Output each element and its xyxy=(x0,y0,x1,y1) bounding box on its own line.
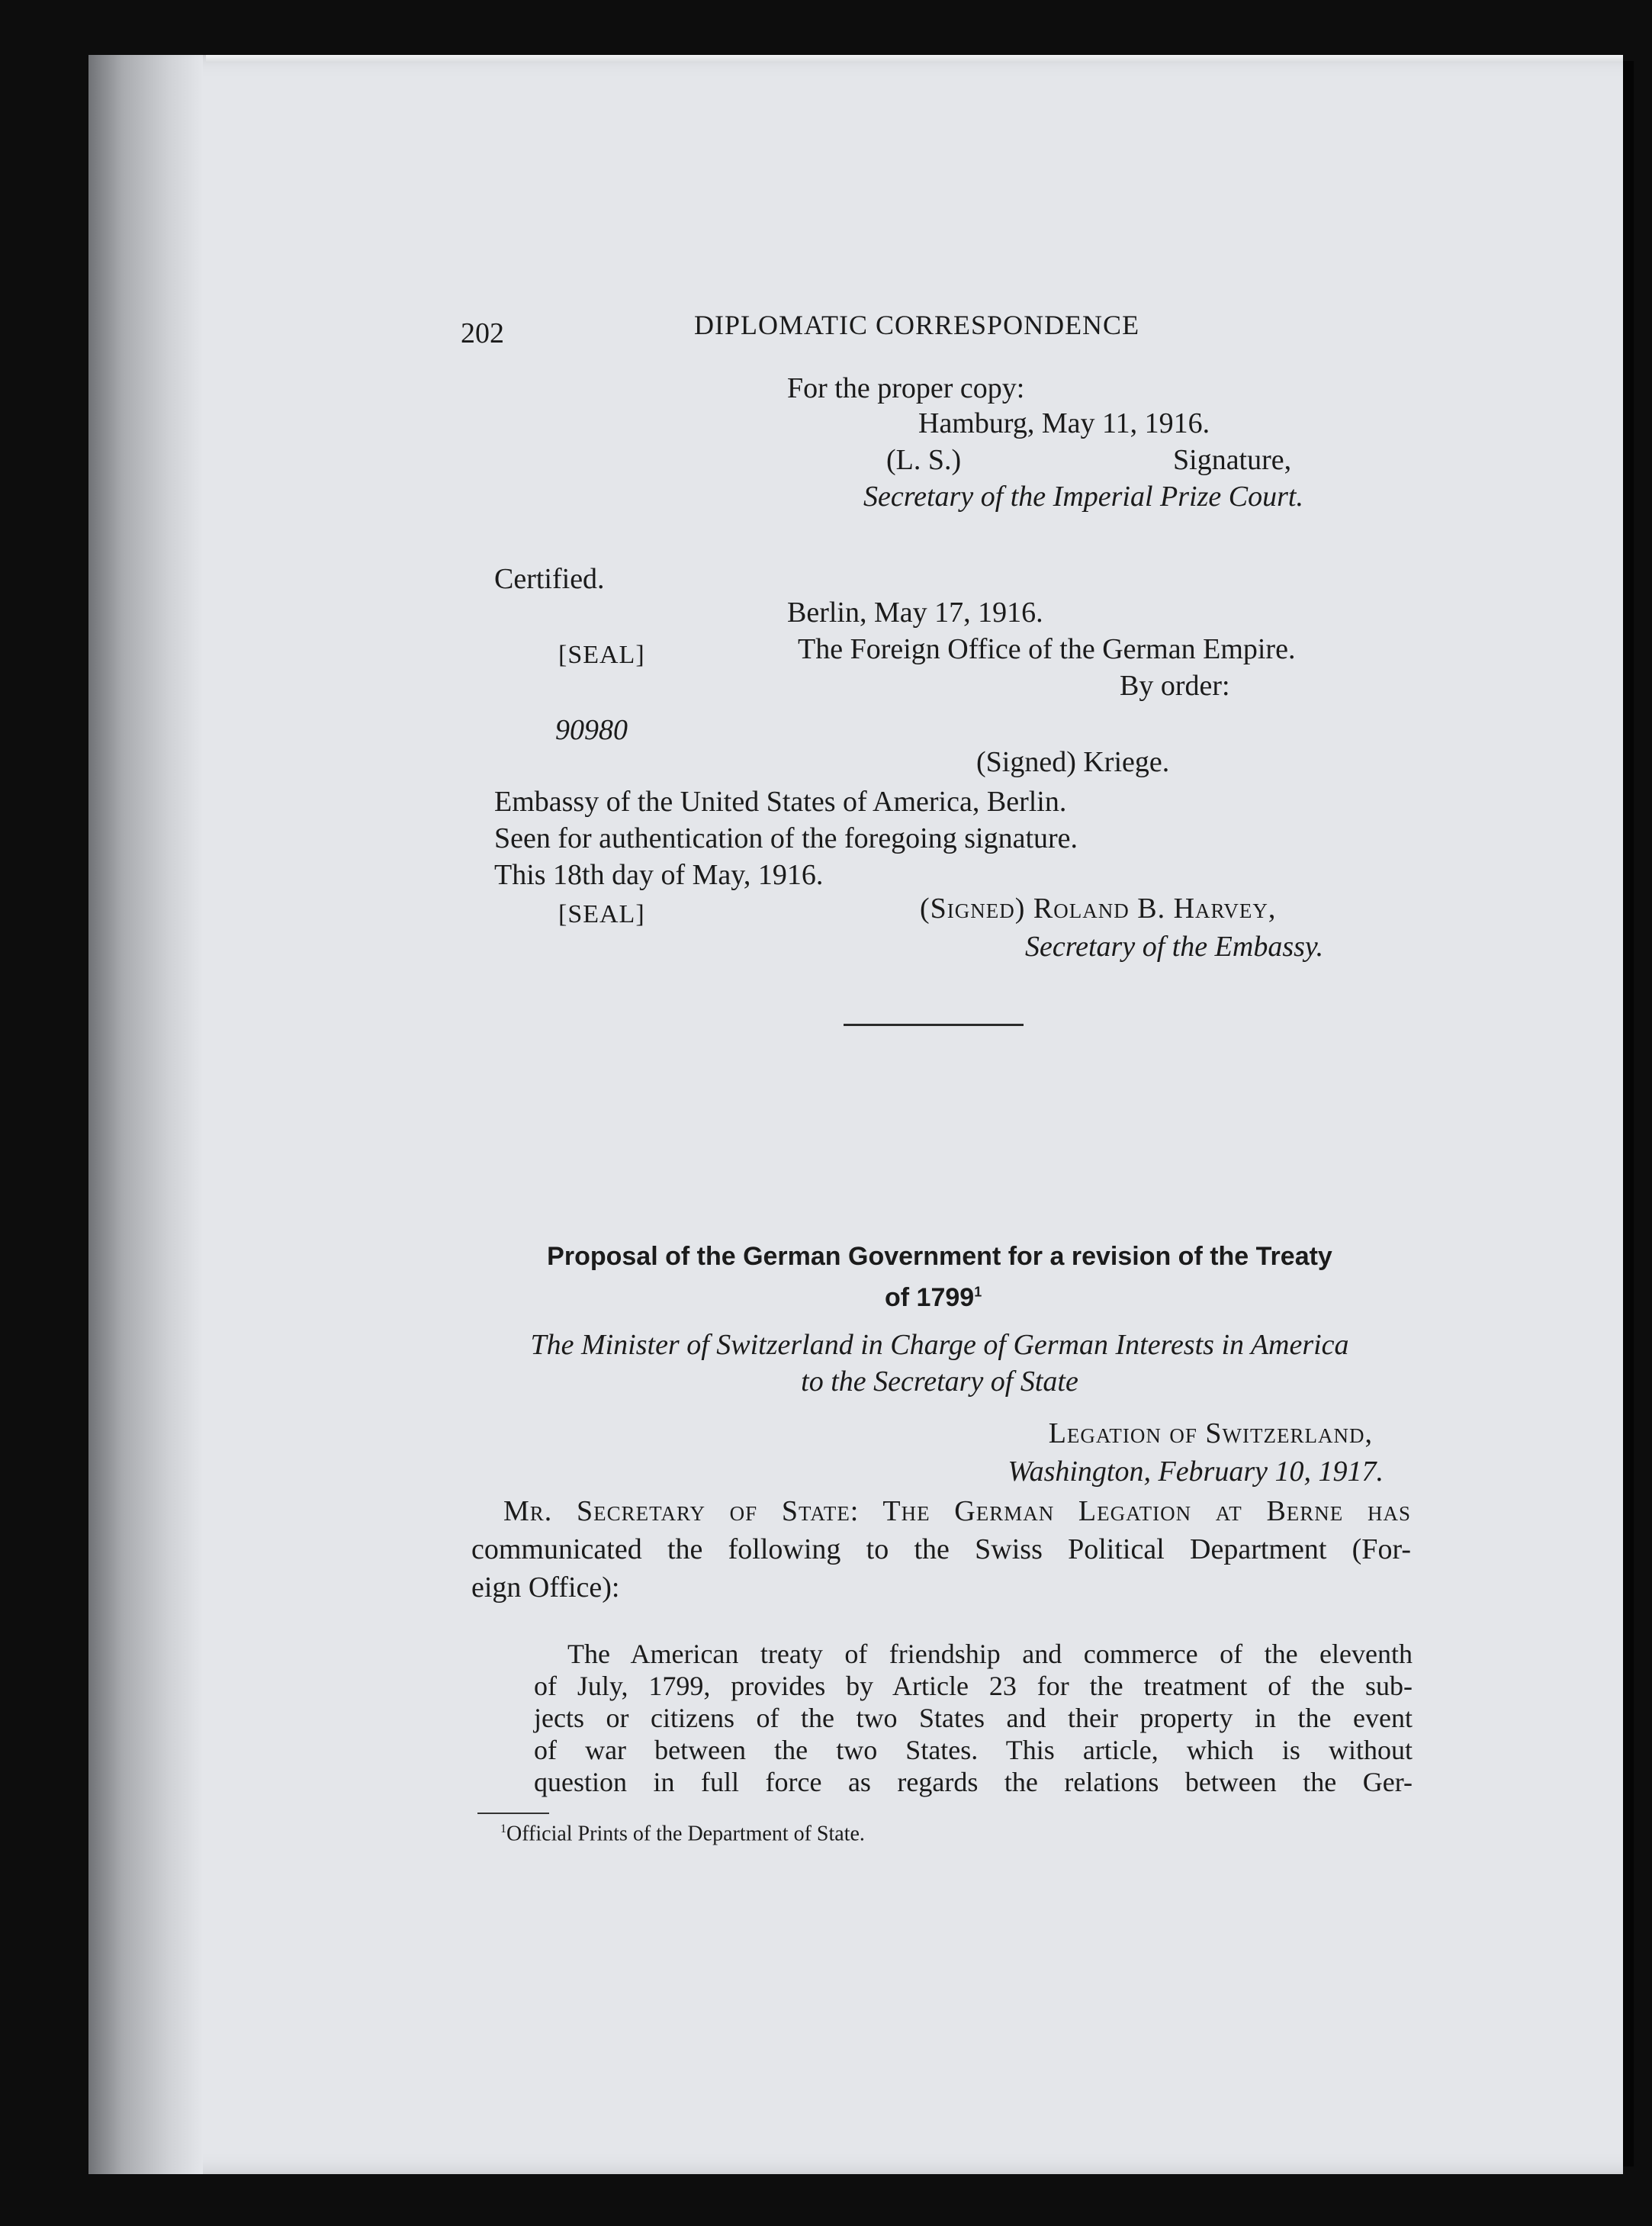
binding-shadow xyxy=(88,55,203,2174)
signed-kriege: (Signed) Kriege. xyxy=(976,746,1170,778)
salutation-text: Mr. Secretary of State: The German Legation at Berne has xyxy=(503,1495,1411,1527)
footnote-mark: 1 xyxy=(500,1822,506,1835)
signature-line: Signature, xyxy=(1173,444,1292,476)
berlin-date-line: Berlin, May 17, 1916. xyxy=(787,597,1043,629)
page-right-edge xyxy=(1623,61,1634,2166)
heading-footnote-mark: 1 xyxy=(974,1284,982,1300)
foreign-office-line: The Foreign Office of the German Empire. xyxy=(798,633,1296,665)
proposal-heading-line1: Proposal of the German Government for a revision of the Treaty xyxy=(547,1242,1332,1271)
proposal-heading-line2-text: of 1799 xyxy=(885,1283,975,1312)
legation-line: Legation of Switzerland, xyxy=(1048,1417,1373,1449)
ls-mark: (L. S.) xyxy=(886,444,962,476)
signed-harvey: (Signed) Roland B. Harvey, xyxy=(920,893,1277,925)
seal-mark-2: [SEAL] xyxy=(558,900,645,928)
document-number: 90980 xyxy=(555,714,628,746)
prize-court-secretary: Secretary of the Imperial Prize Court. xyxy=(863,481,1303,513)
embassy-secretary-line: Secretary of the Embassy. xyxy=(1025,931,1324,963)
subheading-line1: The Minister of Switzerland in Charge of German Interests in America xyxy=(530,1329,1349,1361)
quote-line2: of July, 1799, provides by Article 23 for the treatment of the sub- xyxy=(534,1671,1413,1701)
body-para1-line2: communicated the following to the Swiss Political Department (For- xyxy=(471,1533,1411,1565)
running-title: DIPLOMATIC CORRESPONDENCE xyxy=(694,310,1140,340)
body-para1-line3: eign Office): xyxy=(471,1571,620,1604)
quote-line1: The American treaty of friendship and commerce of the eleventh xyxy=(567,1639,1413,1669)
quote-line4: of war between the two States. This article, which is without xyxy=(534,1735,1413,1765)
page-top-edge xyxy=(206,55,1623,63)
authentication-line: Seen for authentication of the foregoing signature. xyxy=(494,822,1078,854)
body-para1-line1 xyxy=(503,1497,1411,1526)
proper-copy-line: For the proper copy: xyxy=(787,372,1025,404)
footnote-text: Official Prints of the Department of State. xyxy=(506,1822,865,1846)
subheading-line2: to the Secretary of State xyxy=(801,1366,1078,1398)
seal-mark-1: [SEAL] xyxy=(558,641,645,669)
page-number: 202 xyxy=(461,317,504,349)
hamburg-date-line: Hamburg, May 11, 1916. xyxy=(918,407,1210,439)
date-line-may18: This 18th day of May, 1916. xyxy=(494,859,824,891)
footnote-rule xyxy=(477,1813,549,1814)
by-order-line: By order: xyxy=(1120,670,1230,702)
proposal-heading-line2 xyxy=(885,1285,982,1311)
footnote xyxy=(500,1823,865,1845)
embassy-line: Embassy of the United States of America, Berlin. xyxy=(494,786,1067,818)
section-divider xyxy=(844,1024,1024,1026)
legation-date-line: Washington, February 10, 1917. xyxy=(1008,1456,1384,1488)
certified-line: Certified. xyxy=(494,563,605,595)
quote-line3: jects or citizens of the two States and their property in the event xyxy=(534,1703,1413,1733)
quote-line5: question in full force as regards the relations between the Ger- xyxy=(534,1767,1413,1797)
